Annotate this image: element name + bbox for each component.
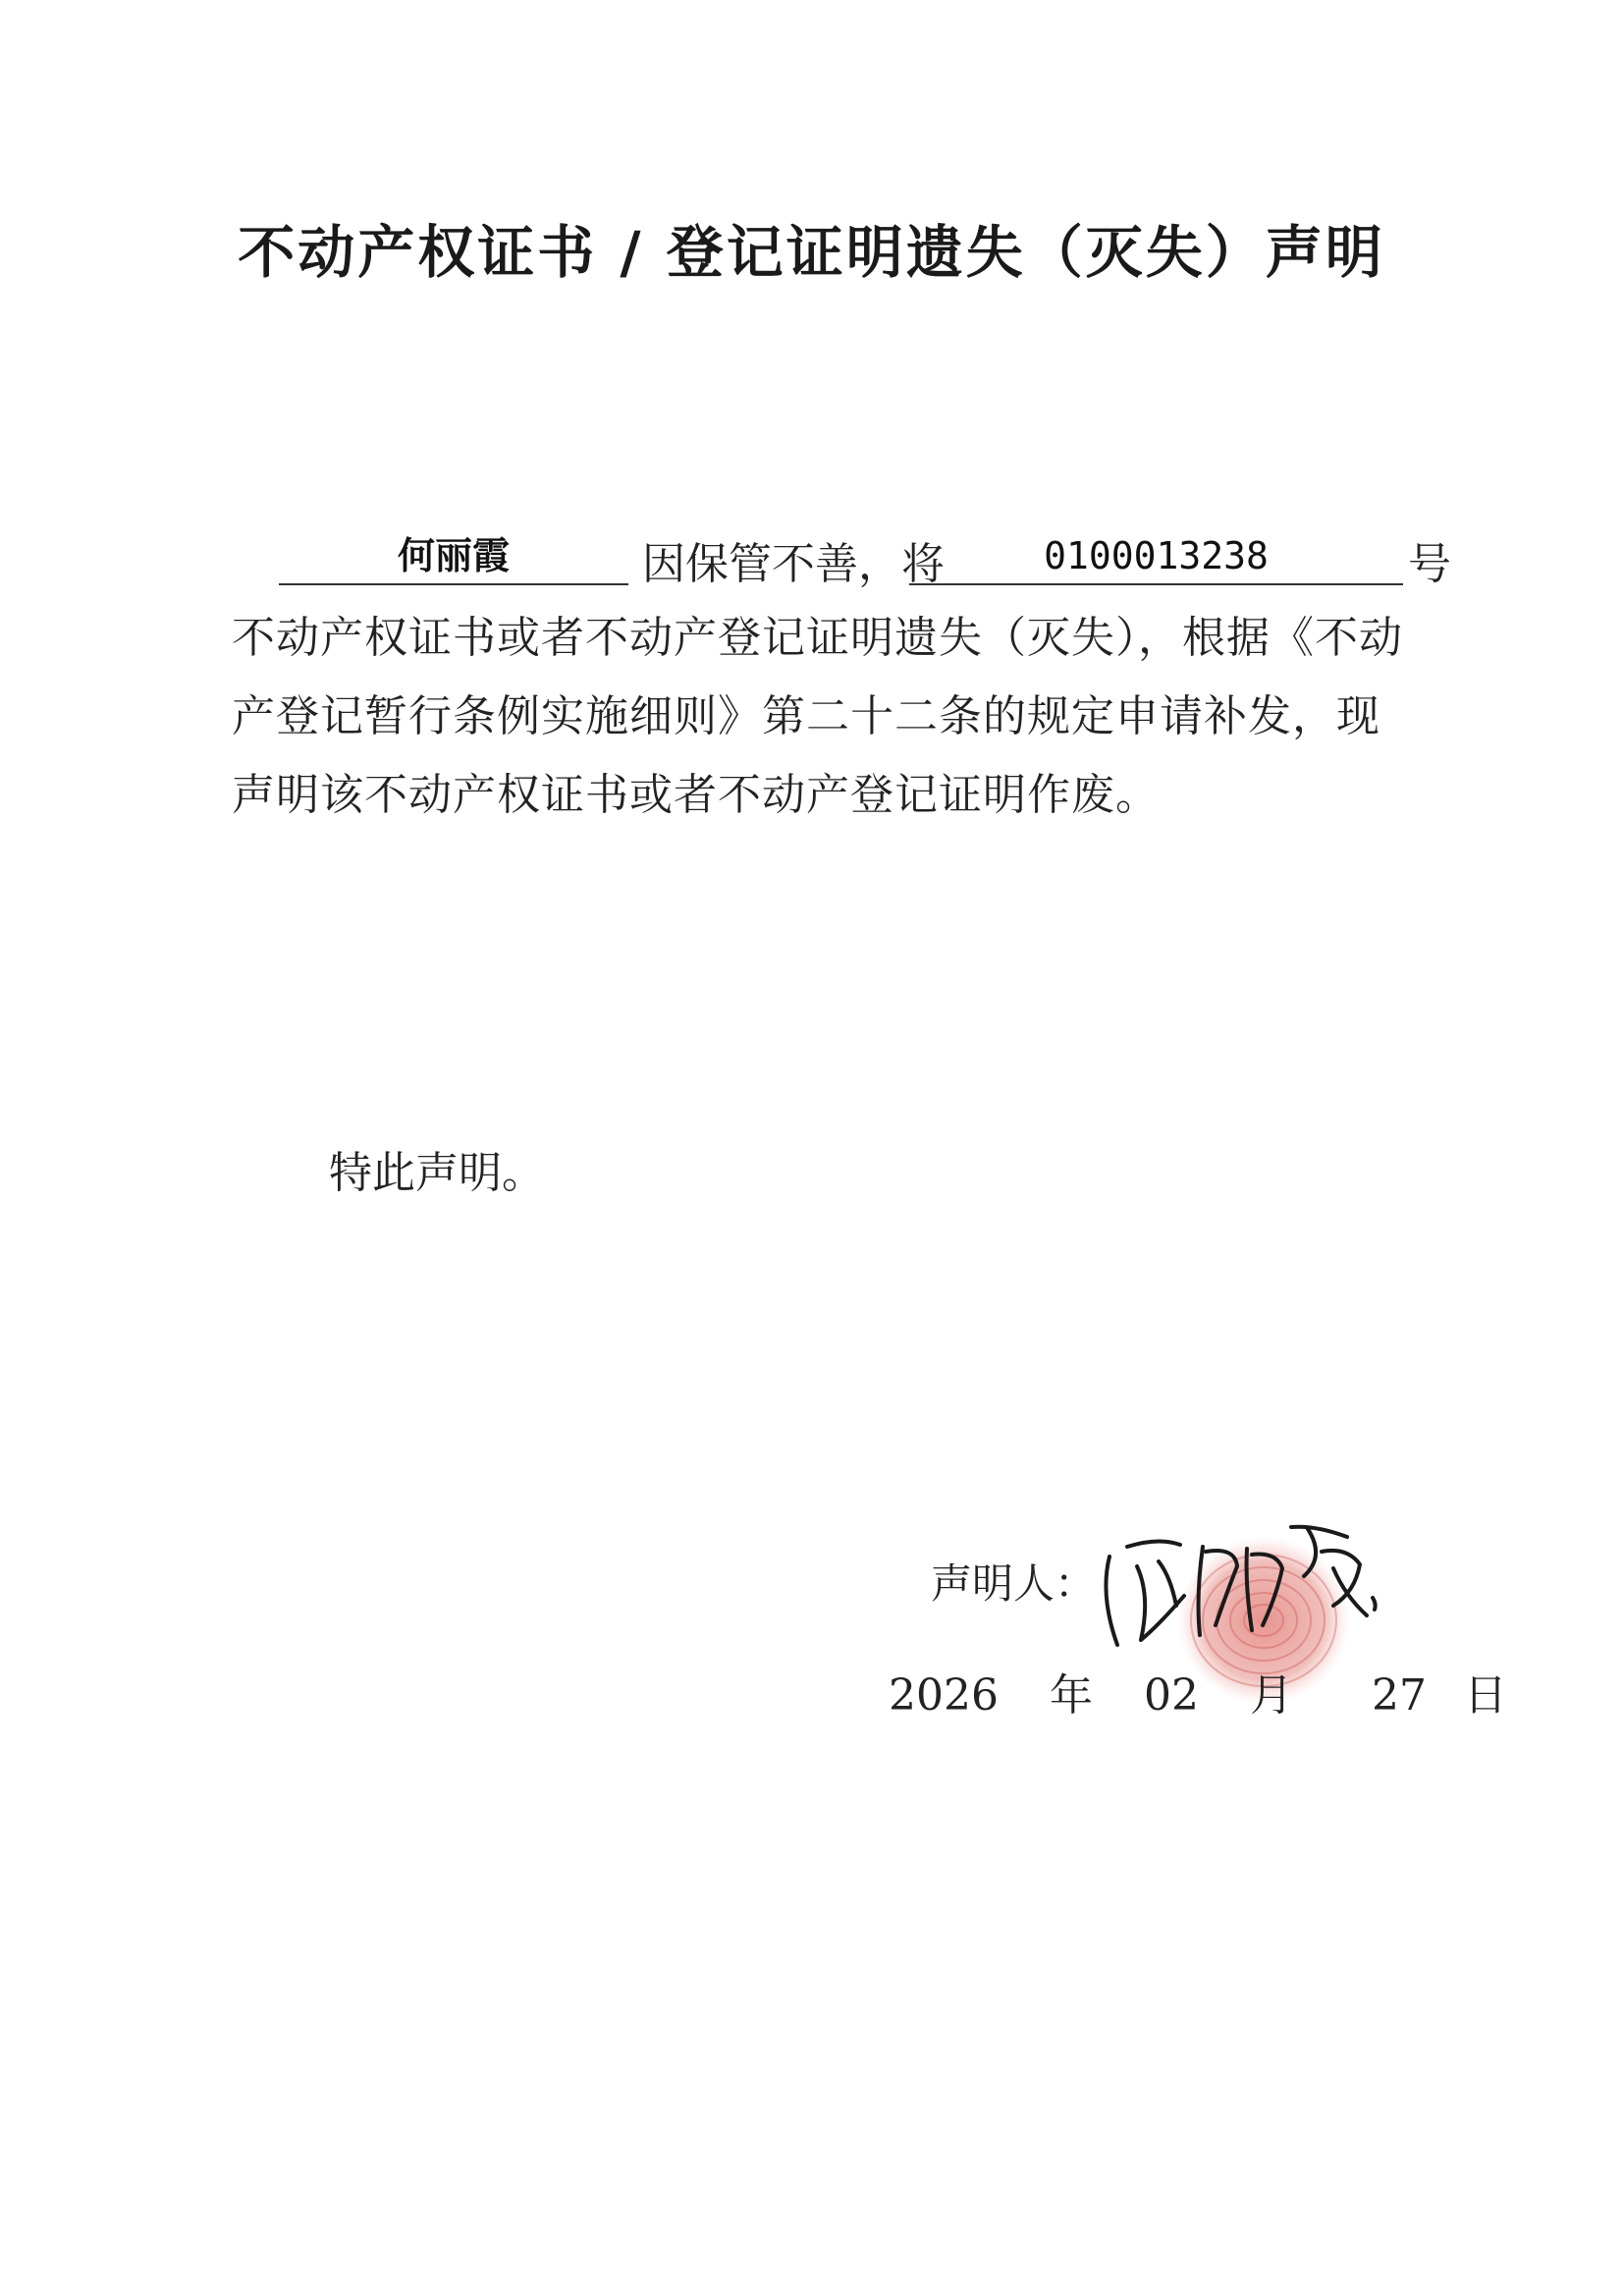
closing-statement: 特此声明。 [329,1148,545,1198]
date-month-unit: 月 [1249,1670,1293,1721]
page-title: 不动产权证书 / 登记证明遗失（灭失）声明 [238,219,1385,286]
declarant-label: 声明人： [931,1559,1097,1608]
number-suffix: 号 [1408,539,1451,589]
handwritten-signature [1090,1507,1394,1665]
declaration-paragraph: 不动产权证书或者不动产登记证明遗失（灭失），根据《不动产登记暂行条例实施细则》第二十二条的规定申请补发，现声明该不动产权证书或者不动产登记证明作废。 [232,613,1403,820]
date-day: 27 [1371,1670,1427,1721]
date-month: 02 [1143,1670,1199,1721]
certificate-number-field: 0100013238 [909,528,1403,585]
reason-text: 因保管不善，将 [642,539,945,589]
date-year-unit: 年 [1049,1670,1093,1721]
declaration-date [889,1660,1507,1722]
declarant-name-field: 何丽霞 [279,528,628,585]
date-year: 2026 [889,1670,999,1721]
date-day-unit: 日 [1463,1670,1507,1721]
declaration-first-line [232,528,1451,589]
